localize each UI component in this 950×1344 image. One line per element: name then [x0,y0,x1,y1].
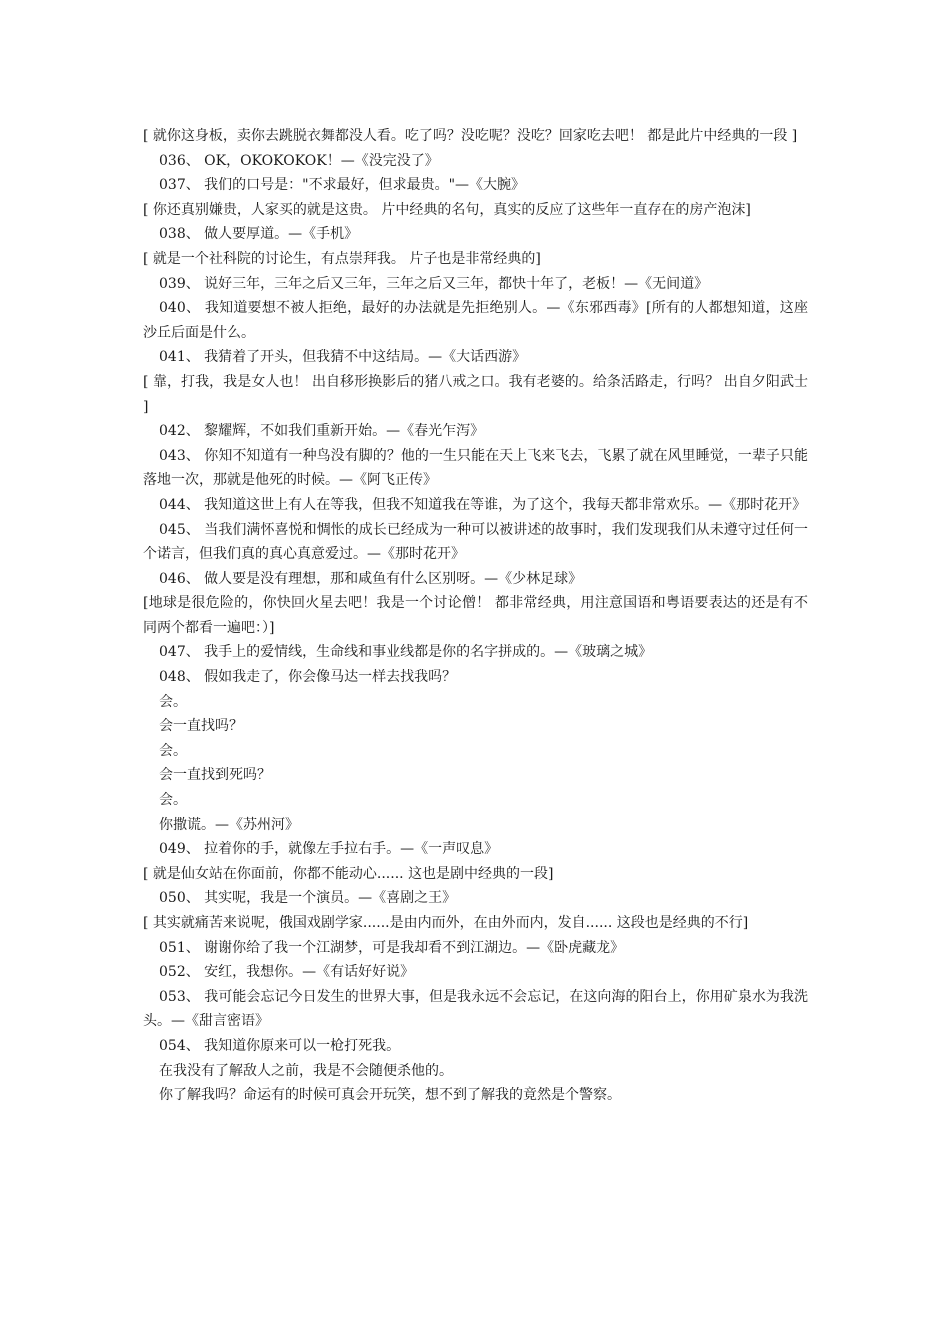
paragraph: 会。 [159,742,187,759]
paragraph: [ 就你这身板，卖你去跳脱衣舞都没人看。吃了吗？没吃呢？没吃？回家吃去吧！ 都是此片中经典的一段 ] [143,128,798,144]
paragraph: 047、 我手上的爱情线，生命线和事业线都是你的名字拼成的。—《玻璃之城》 [159,644,653,661]
paragraph: 049、 拉着你的手，就像左手拉右手。—《一声叹息》 [159,841,499,858]
paragraph: 会。 [159,792,187,809]
paragraph: 会一直找到死吗？ [159,767,271,784]
paragraph: 052、 安红，我想你。—《有话好好说》 [159,964,415,981]
paragraph: 会一直找吗？ [159,718,243,735]
paragraph: 你撒谎。—《苏州河》 [159,816,299,833]
paragraph: 046、 做人要是没有理想，那和咸鱼有什么区别呀。—《少林足球》 [159,570,583,587]
paragraph: 036、 OK，OKOKOKOK！—《没完没了》 [159,152,439,169]
paragraph: 053、 我可能会忘记今日发生的世界大事，但是我永远不会忘记，在这向海的阳台上，你用矿泉水为我洗头。—《甜言密语》 [143,988,808,1030]
paragraph: [地球是很危险的，你快回火星去吧！我是一个讨论僧！ 都非常经典，用注意国语和粤语要表达的还是有不同两个都看一遍吧：）] [143,595,808,636]
paragraph: 048、 假如我走了，你会像马达一样去找我吗？ [159,669,457,686]
paragraph: 040、 我知道要想不被人拒绝，最好的办法就是先拒绝别人。—《东邪西毒》[所有的人都想知道，这座沙丘后面是什么。 [143,300,808,341]
paragraph: 041、 我猜着了开头，但我猜不中这结局。—《大话西游》 [159,349,527,366]
paragraph: 044、 我知道这世上有人在等我，但我不知道我在等谁，为了这个，我每天都非常欢乐。—《那时花开》 [159,496,807,513]
paragraph: [ 其实就痛苦来说呢，俄国戏剧学家......是由内而外，在由外而内，发自...... 这段也是经典的不行] [143,915,749,931]
paragraph: 会。 [159,693,187,710]
paragraph: [ 就是一个社科院的讨论生，有点崇拜我。 片子也是非常经典的] [143,250,541,267]
paragraph: 051、 谢谢你给了我一个江湖梦，可是我却看不到江湖边。—《卧虎藏龙》 [159,939,625,956]
paragraph: 在我没有了解敌人之前，我是不会随便杀他的。 [159,1062,453,1079]
paragraph: 045、 当我们满怀喜悦和惆怅的成长已经成为一种可以被讲述的故事时，我们发现我们从未遵守过任何一个诺言，但我们真的真心真意爱过。—《那时花开》 [143,521,808,563]
paragraph: 043、 你知不知道有一种鸟没有脚的？他的一生只能在天上飞来飞去，飞累了就在风里睡觉，一辈子只能落地一次，那就是他死的时候。—《阿飞正传》 [143,447,808,489]
paragraph: [ 你还真别嫌贵，人家买的就是这贵。 片中经典的名句，真实的反应了这些年一直存在的房产泡沫] [143,201,751,218]
paragraph: 042、 黎耀辉，不如我们重新开始。—《春光乍泻》 [159,423,485,440]
paragraph: 你了解我吗？命运有的时候可真会开玩笑，想不到了解我的竟然是个警察。 [159,1087,621,1104]
paragraph: 037、 我们的口号是："不求最好，但求最贵。"—《大腕》 [159,177,526,194]
paragraph: 038、 做人要厚道。—《手机》 [159,226,359,243]
paragraph: 054、 我知道你原来可以一枪打死我。 [159,1037,401,1054]
paragraph: 039、 说好三年，三年之后又三年，三年之后又三年，都快十年了，老板！—《无间道》 [159,275,709,292]
paragraph: [ 就是仙女站在你面前，你都不能动心...... 这也是剧中经典的一段] [143,865,554,882]
document-body [143,124,808,1108]
paragraph: [ 靠，打我，我是女人也！ 出自移形换影后的猪八戒之口。我有老婆的。给条活路走，行吗？ 出自夕阳武士 ] [143,373,808,415]
paragraph: 050、 其实呢，我是一个演员。—《喜剧之王》 [159,890,457,907]
